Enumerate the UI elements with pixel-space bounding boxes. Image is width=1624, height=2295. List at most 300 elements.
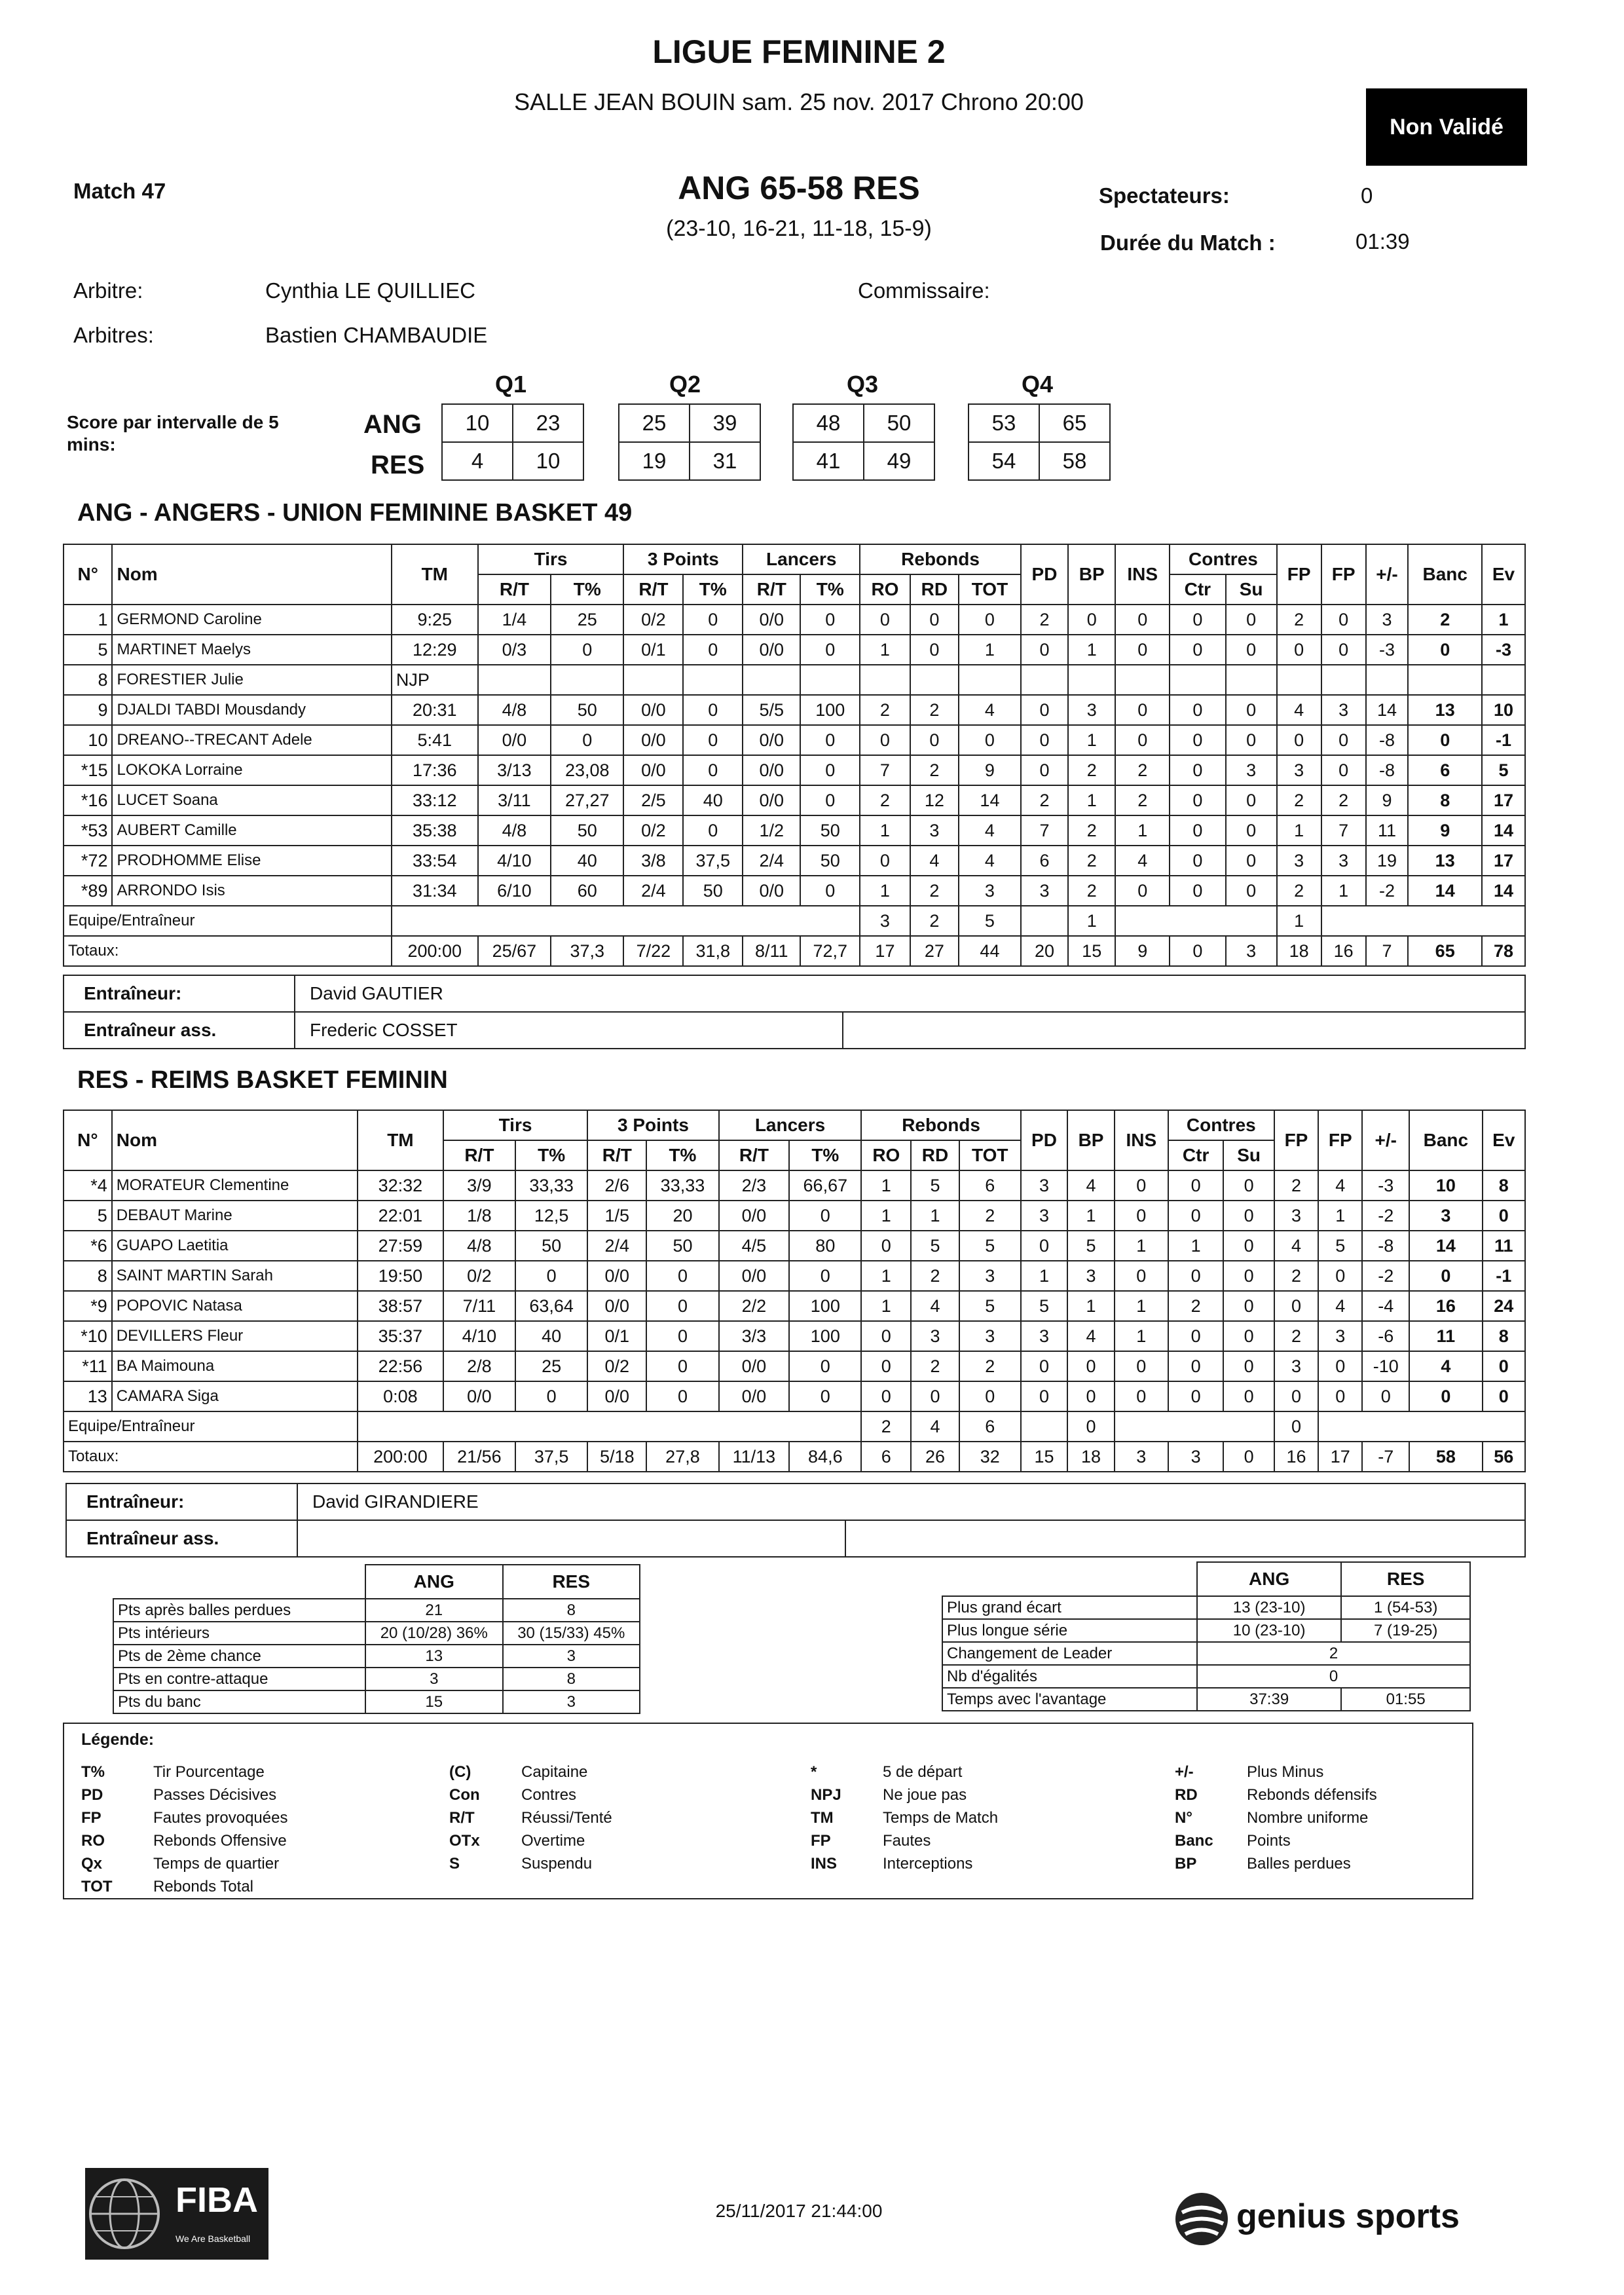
stat-cell: 0/0: [478, 725, 551, 755]
legend-desc: Rebonds Total: [153, 1878, 253, 1895]
stat-cell: 2/6: [587, 1170, 646, 1201]
stat-cell: 0: [1409, 1381, 1483, 1411]
stat-cell: 4/10: [443, 1321, 515, 1351]
stat-cell: 4: [1277, 695, 1321, 725]
stat-cell: 2/4: [623, 876, 683, 906]
player-row: [64, 695, 1525, 725]
stat-cell: 4: [959, 846, 1021, 876]
stat-cell: 0: [1168, 1170, 1224, 1201]
stat-cell: 2: [911, 1261, 959, 1291]
stat-cell: [683, 665, 743, 695]
legend-key: TM: [811, 1809, 834, 1827]
total-cell: 7: [1366, 936, 1409, 966]
stat-cell: 3: [1321, 846, 1366, 876]
genius-sports-text: genius sports: [1236, 2197, 1460, 2235]
stat-cell: 50: [683, 876, 743, 906]
player-row: [64, 605, 1525, 635]
stat-cell: 0: [789, 1381, 861, 1411]
stat-cell: 4: [1409, 1351, 1483, 1381]
stat-cell: 9:25: [392, 605, 478, 635]
stat-cell: 17: [1482, 785, 1525, 815]
stat-cell: 0: [1170, 605, 1225, 635]
stat-cell: 0: [1408, 635, 1482, 665]
interval-cell: 65: [1039, 404, 1110, 442]
stat-cell: -2: [1366, 876, 1409, 906]
stat-cell: 0: [1021, 1381, 1068, 1411]
player-name: AUBERT Camille: [112, 815, 391, 846]
legend-desc: Nombre uniforme: [1247, 1809, 1369, 1827]
stat-cell: 0: [515, 1381, 587, 1411]
stat-cell: 50: [515, 1231, 587, 1261]
stat-cell: 2: [1068, 815, 1115, 846]
stat-cell: 10: [1409, 1170, 1483, 1201]
assistant-label: Entraîneur ass.: [66, 1520, 297, 1557]
stat-cell: 33,33: [646, 1170, 718, 1201]
col-rd: RD: [910, 574, 959, 605]
stat-cell: 0/0: [743, 755, 800, 785]
stat-cell: 0: [959, 725, 1021, 755]
stat-cell: 0: [1115, 635, 1170, 665]
stat-cell: [1277, 665, 1321, 695]
stat-cell: 0: [1021, 1351, 1068, 1381]
col-tirs: Tirs: [443, 1110, 588, 1140]
stat-cell: 6: [959, 1170, 1021, 1201]
legend-item: [811, 1763, 962, 1782]
total-cell: 11/13: [719, 1442, 790, 1472]
stat-cell: 1: [1277, 815, 1321, 846]
total-cell: 56: [1483, 1442, 1525, 1472]
total-cell: 37,5: [515, 1442, 587, 1472]
stat-value: 01:55: [1341, 1688, 1470, 1711]
stat-value: 3: [365, 1668, 503, 1690]
stat-cell: 0: [1321, 635, 1366, 665]
total-cell: 15: [1021, 1442, 1068, 1472]
stat-cell: 5: [1067, 1231, 1115, 1261]
stat-cell: 25: [515, 1351, 587, 1381]
stat-cell: 100: [800, 695, 860, 725]
match-number: Match 47: [73, 179, 166, 203]
stat-cell: 1: [1115, 1231, 1168, 1261]
team-b-coaches: [65, 1483, 1526, 1558]
player-row: [64, 1170, 1525, 1201]
stat-cell: 0: [1170, 755, 1225, 785]
stat-cell: 8: [1408, 785, 1482, 815]
legend-item: [811, 1855, 972, 1873]
stats-left-header-res: RES: [503, 1565, 640, 1599]
stat-cell: 2: [1277, 876, 1321, 906]
stat-cell: 0: [1170, 785, 1225, 815]
stat-cell: 0: [1226, 815, 1277, 846]
col-su: Su: [1223, 1140, 1274, 1170]
stat-cell: 4: [911, 1291, 959, 1321]
player-name: DEVILLERS Fleur: [112, 1321, 358, 1351]
player-name: DEBAUT Marine: [112, 1201, 358, 1231]
stat-cell: 0/2: [587, 1351, 646, 1381]
coach-label: Entraîneur:: [64, 975, 295, 1012]
player-number: *16: [64, 785, 112, 815]
stat-cell: 3: [911, 1321, 959, 1351]
stat-cell: [1366, 665, 1409, 695]
referees-name: Bastien CHAMBAUDIE: [265, 323, 488, 347]
player-number: *53: [64, 815, 112, 846]
legend-key: Con: [449, 1786, 480, 1804]
stat-cell: 1: [860, 635, 910, 665]
stat-cell: 4/5: [719, 1231, 790, 1261]
stat-cell: 22:56: [358, 1351, 443, 1381]
stat-cell: 1: [861, 1291, 911, 1321]
stat-cell: -8: [1362, 1231, 1409, 1261]
stat-cell: 0/0: [743, 635, 800, 665]
stat-cell: 0: [646, 1261, 718, 1291]
coach-name: David GIRANDIERE: [297, 1483, 1525, 1520]
player-number: *89: [64, 876, 112, 906]
stat-cell: 0: [1483, 1351, 1525, 1381]
player-name: DJALDI TABDI Mousdandy: [112, 695, 391, 725]
stat-cell: 5: [1318, 1231, 1362, 1261]
stat-cell: 2: [1274, 1261, 1318, 1291]
stat-cell: 3: [1021, 1321, 1068, 1351]
stat-cell: 2/4: [743, 846, 800, 876]
stat-cell: 9: [959, 755, 1021, 785]
player-name: BA Maimouna: [112, 1351, 358, 1381]
player-number: 9: [64, 695, 112, 725]
stat-cell: 3/13: [478, 755, 551, 785]
stat-value: 8: [503, 1599, 640, 1622]
stat-cell: [860, 665, 910, 695]
col-fp2: FP: [1318, 1110, 1362, 1170]
quarter-scores: (23-10, 16-21, 11-18, 15-9): [666, 216, 932, 241]
stat-cell: 5: [959, 1291, 1021, 1321]
stat-cell: 9: [1408, 815, 1482, 846]
stat-cell: 3: [1277, 755, 1321, 785]
stat-cell: 1/4: [478, 605, 551, 635]
legend-item: [449, 1809, 612, 1827]
player-number: 13: [64, 1381, 112, 1411]
team-b-box-score: [63, 1110, 1526, 1472]
col-ins: INS: [1115, 1110, 1168, 1170]
stat-cell: 0: [683, 605, 743, 635]
total-cell: 17: [860, 936, 910, 966]
stat-cell: 4: [1318, 1291, 1362, 1321]
referee-label: Arbitre:: [73, 278, 143, 303]
stat-cell: 4/8: [443, 1231, 515, 1261]
total-cell: 200:00: [392, 936, 478, 966]
col-contres: Contres: [1168, 1110, 1274, 1140]
stat-cell: 0: [959, 1381, 1021, 1411]
stat-label: Pts en contre-attaque: [113, 1668, 365, 1690]
col-nom: Nom: [112, 544, 391, 605]
stat-cell: 13: [1408, 846, 1482, 876]
blank-cell: [358, 1411, 861, 1442]
stat-row: [942, 1688, 1470, 1711]
stat-cell: 7: [1021, 815, 1068, 846]
legend-item: [81, 1878, 253, 1896]
stat-cell: 0/3: [478, 635, 551, 665]
stat-cell: 0/0: [587, 1261, 646, 1291]
col-banc: Banc: [1409, 1110, 1483, 1170]
legend-item: [81, 1786, 276, 1804]
stat-cell: 3/8: [623, 846, 683, 876]
stat-cell: 2: [1408, 605, 1482, 635]
col-bp: BP: [1068, 544, 1115, 605]
interval-cell: 49: [864, 442, 934, 480]
player-row: [64, 725, 1525, 755]
player-row: [64, 1201, 1525, 1231]
player-number: 8: [64, 1261, 112, 1291]
stat-cell: -2: [1362, 1261, 1409, 1291]
stat-cell: 14: [1408, 876, 1482, 906]
status-badge: Non Validé: [1366, 88, 1527, 166]
stat-cell: 1: [860, 815, 910, 846]
stats-right-table: [942, 1561, 1471, 1711]
stat-value: 21: [365, 1599, 503, 1622]
stat-cell: 14: [1409, 1231, 1483, 1261]
commissioner-label: Commissaire:: [858, 278, 990, 303]
legend-item: [811, 1809, 998, 1827]
quarter-label-q4: Q4: [1022, 371, 1054, 398]
stats-right-header-res: RES: [1341, 1562, 1470, 1596]
stat-cell: 0: [910, 605, 959, 635]
interval-cell: 58: [1039, 442, 1110, 480]
total-cell: -7: [1362, 1442, 1409, 1472]
stat-cell: 0: [1409, 1261, 1483, 1291]
stat-cell: 12:29: [392, 635, 478, 665]
stat-cell: 1: [1482, 605, 1525, 635]
legend-title: Légende:: [81, 1730, 155, 1749]
legend-key: R/T: [449, 1809, 475, 1827]
stat-cell: -3: [1482, 635, 1525, 665]
stat-cell: 1: [861, 1201, 911, 1231]
col-ctr: Ctr: [1170, 574, 1225, 605]
player-row: [64, 1381, 1525, 1411]
stat-cell: 0: [1226, 846, 1277, 876]
stat-cell: 0: [800, 725, 860, 755]
stat-cell: 1/8: [443, 1201, 515, 1231]
stat-cell: 0: [800, 755, 860, 785]
stat-cell: 60: [551, 876, 623, 906]
stat-cell: 2: [1021, 605, 1068, 635]
stat-cell: 17: [1482, 846, 1525, 876]
duration-label: Durée du Match :: [1100, 231, 1276, 255]
stat-cell: 2/8: [443, 1351, 515, 1381]
stats-right-header-ang: ANG: [1197, 1562, 1341, 1596]
interval-cell: 53: [969, 404, 1039, 442]
legend-key: *: [811, 1763, 817, 1781]
referee-name: Cynthia LE QUILLIEC: [265, 278, 475, 303]
player-name: FORESTIER Julie: [112, 665, 391, 695]
stat-cell: 14: [1482, 815, 1525, 846]
total-cell: 3: [1226, 936, 1277, 966]
stat-cell: 0: [910, 725, 959, 755]
total-cell: 65: [1408, 936, 1482, 966]
stat-cell: 1: [1321, 876, 1366, 906]
stat-cell: 0/0: [743, 605, 800, 635]
stat-cell: -2: [1362, 1201, 1409, 1231]
equipe-cell: 0: [1067, 1411, 1115, 1442]
stat-value: 2: [1197, 1642, 1470, 1665]
stat-cell: 4: [1274, 1231, 1318, 1261]
stat-cell: 25: [551, 605, 623, 635]
legend-key: FP: [811, 1832, 831, 1850]
stat-cell: [743, 665, 800, 695]
interval-cell: 39: [690, 404, 760, 442]
legend-desc: Overtime: [521, 1832, 585, 1850]
stat-cell: 4: [910, 846, 959, 876]
stat-cell: 0: [683, 725, 743, 755]
stat-cell: 1: [911, 1201, 959, 1231]
total-cell: 0: [1223, 1442, 1274, 1472]
stat-cell: 19: [1366, 846, 1409, 876]
stat-cell: 5: [959, 1231, 1021, 1261]
legend-desc: Passes Décisives: [153, 1786, 277, 1804]
stat-value: 13 (23-10): [1197, 1596, 1341, 1619]
col-ins: INS: [1115, 544, 1170, 605]
stat-cell: 80: [789, 1231, 861, 1261]
stat-label: Temps avec l'avantage: [942, 1688, 1197, 1711]
stat-cell: 1: [1067, 1201, 1115, 1231]
stat-cell: 0: [1115, 695, 1170, 725]
legend-desc: Temps de quartier: [153, 1855, 280, 1873]
page-title: LIGUE FEMININE 2: [652, 33, 946, 70]
stat-cell: 0: [1223, 1321, 1274, 1351]
interval-cell: 31: [690, 442, 760, 480]
stat-cell: 1: [1115, 815, 1170, 846]
stat-value: 1 (54-53): [1341, 1596, 1470, 1619]
interval-team-a: ANG: [363, 410, 422, 439]
stat-cell: 0: [1021, 635, 1068, 665]
player-name: LOKOKA Lorraine: [112, 755, 391, 785]
stat-cell: 6/10: [478, 876, 551, 906]
stat-cell: 2: [1068, 846, 1115, 876]
legend-key: N°: [1175, 1809, 1192, 1827]
stat-value: 8: [503, 1668, 640, 1690]
stat-cell: [1115, 665, 1170, 695]
stat-cell: 2: [1068, 755, 1115, 785]
stat-cell: 0: [1168, 1201, 1224, 1231]
col-tirs-rt: R/T: [478, 574, 551, 605]
fiba-tagline: We Are Basketball: [175, 2233, 251, 2244]
col-pd: PD: [1021, 544, 1068, 605]
legend-key: T%: [81, 1763, 105, 1781]
equipe-cell: 4: [911, 1411, 959, 1442]
stat-cell: 1/2: [743, 815, 800, 846]
legend-key: +/-: [1175, 1763, 1194, 1781]
stat-cell: 5: [911, 1231, 959, 1261]
team-a-coaches: [63, 975, 1526, 1049]
assistant-label: Entraîneur ass.: [64, 1012, 295, 1049]
stat-cell: -3: [1366, 635, 1409, 665]
stat-cell: 3: [959, 1261, 1021, 1291]
stat-cell: 3: [959, 876, 1021, 906]
stat-cell: 3: [1321, 695, 1366, 725]
stat-cell: 2/2: [719, 1291, 790, 1321]
legend-key: FP: [81, 1809, 101, 1827]
stat-row: [113, 1668, 640, 1690]
stat-cell: 0: [1408, 725, 1482, 755]
stat-cell: 63,64: [515, 1291, 587, 1321]
stat-cell: 0/2: [623, 815, 683, 846]
stat-cell: 1: [861, 1261, 911, 1291]
player-name: MARTINET Maelys: [112, 635, 391, 665]
stat-cell: 0: [646, 1291, 718, 1321]
stat-cell: 0: [1115, 1381, 1168, 1411]
stat-cell: 2: [1021, 785, 1068, 815]
stat-cell: 3: [1021, 876, 1068, 906]
stat-cell: 22:01: [358, 1201, 443, 1231]
stat-cell: 0/1: [587, 1321, 646, 1351]
genius-sports-icon: [1172, 2190, 1231, 2248]
legend-item: [81, 1832, 287, 1850]
total-cell: 58: [1409, 1442, 1483, 1472]
stat-cell: 40: [515, 1321, 587, 1351]
stat-row: [942, 1665, 1470, 1688]
stat-cell: 35:37: [358, 1321, 443, 1351]
equipe-row: [64, 906, 1525, 936]
stat-cell: 1: [860, 876, 910, 906]
player-number: 1: [64, 605, 112, 635]
legend-desc: Tir Pourcentage: [153, 1763, 265, 1781]
total-cell: 17: [1318, 1442, 1362, 1472]
stat-cell: 0: [1115, 605, 1170, 635]
player-row: [64, 785, 1525, 815]
stat-cell: 0: [861, 1231, 911, 1261]
spectators-value: 0: [1361, 183, 1373, 208]
col-plus-minus: +/-: [1366, 544, 1409, 605]
stat-cell: 0: [861, 1381, 911, 1411]
legend-key: PD: [81, 1786, 103, 1804]
genius-sports-logo: [1172, 2186, 1467, 2252]
stat-cell: 33:54: [392, 846, 478, 876]
equipe-cell: 1: [1277, 906, 1321, 936]
stat-cell: 2/3: [719, 1170, 790, 1201]
legend-desc: Fautes provoquées: [153, 1809, 288, 1827]
stat-cell: 1: [1115, 1291, 1168, 1321]
stat-cell: 2: [1274, 1170, 1318, 1201]
stat-row: [113, 1645, 640, 1668]
total-cell: 3: [1115, 1442, 1168, 1472]
stat-cell: 1: [1021, 1261, 1068, 1291]
referees-label: Arbitres:: [73, 323, 154, 347]
col-tm: TM: [358, 1110, 443, 1170]
legend-box: [63, 1723, 1473, 1899]
player-number: *10: [64, 1321, 112, 1351]
stat-cell: 14: [959, 785, 1021, 815]
stat-cell: 0: [860, 846, 910, 876]
stat-cell: 0: [1115, 1261, 1168, 1291]
col-ro: RO: [860, 574, 910, 605]
stat-cell: [1321, 665, 1366, 695]
stat-cell: 0: [1223, 1201, 1274, 1231]
interval-cell: 54: [969, 442, 1039, 480]
col-3pts-pct: T%: [646, 1140, 718, 1170]
total-cell: 200:00: [358, 1442, 443, 1472]
stat-label: Changement de Leader: [942, 1642, 1197, 1665]
stat-row: [942, 1619, 1470, 1642]
stat-cell: 0: [1226, 605, 1277, 635]
equipe-cell: 3: [860, 906, 910, 936]
stat-cell: 5:41: [392, 725, 478, 755]
col-ro: RO: [861, 1140, 911, 1170]
stat-cell: 0/0: [719, 1351, 790, 1381]
stat-cell: 8: [1483, 1321, 1525, 1351]
equipe-row: [64, 1411, 1525, 1442]
total-cell: 18: [1067, 1442, 1115, 1472]
stat-cell: 2: [860, 695, 910, 725]
col-fp: FP: [1274, 1110, 1318, 1170]
col-tirs-rt: R/T: [443, 1140, 515, 1170]
col-3pts-pct: T%: [683, 574, 743, 605]
stat-cell: 27,27: [551, 785, 623, 815]
